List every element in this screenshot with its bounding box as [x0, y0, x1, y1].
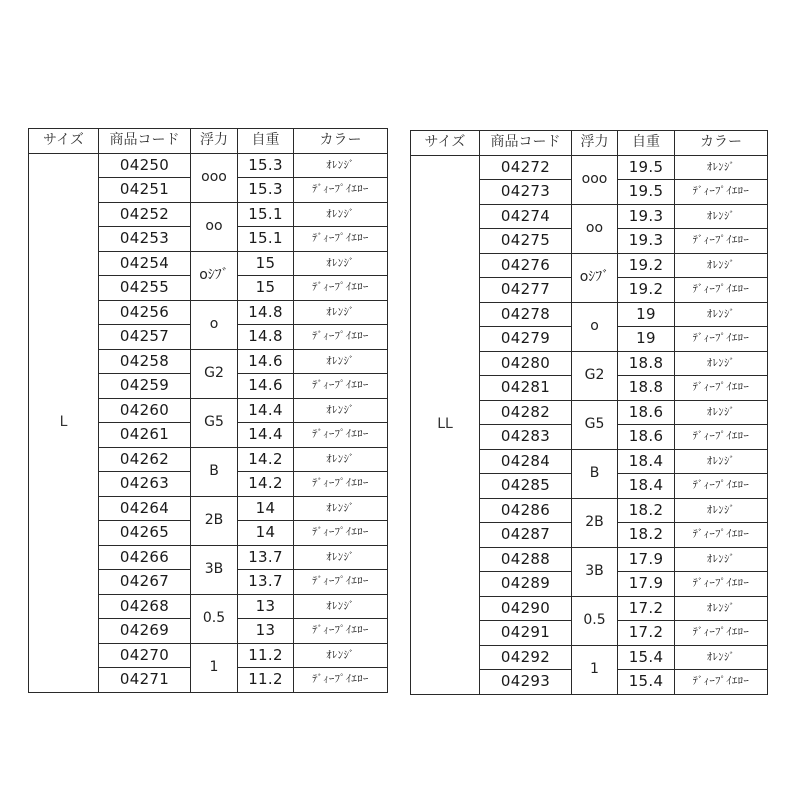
product-code-cell: 04257: [99, 325, 191, 350]
weight-cell: 14.8: [238, 325, 294, 350]
float-rating-cell: ooo: [572, 155, 618, 204]
weight-cell: 11.2: [238, 668, 294, 693]
size-cell: L: [29, 153, 99, 692]
float-rating-cell: 3B: [572, 547, 618, 596]
weight-cell: 13.7: [238, 545, 294, 570]
color-cell: ﾃﾞｨｰﾌﾟｲｴﾛｰ: [675, 425, 768, 450]
table-row: [411, 155, 768, 180]
header-size: サイズ: [411, 131, 480, 156]
float-rating-cell: G5: [191, 398, 238, 447]
weight-cell: 18.8: [618, 376, 675, 401]
color-cell: ｵﾚﾝｼﾞ: [675, 547, 768, 572]
product-code-cell: 04269: [99, 619, 191, 644]
weight-cell: 18.4: [618, 449, 675, 474]
color-cell: ﾃﾞｨｰﾌﾟｲｴﾛｰ: [675, 474, 768, 499]
float-rating-cell: G5: [572, 400, 618, 449]
weight-cell: 15.1: [238, 202, 294, 227]
product-code-cell: 04261: [99, 423, 191, 448]
product-code-cell: 04272: [480, 155, 572, 180]
color-cell: ｵﾚﾝｼﾞ: [294, 496, 388, 521]
weight-cell: 17.9: [618, 547, 675, 572]
color-cell: ｵﾚﾝｼﾞ: [294, 300, 388, 325]
product-code-cell: 04266: [99, 545, 191, 570]
weight-cell: 13: [238, 619, 294, 644]
header-float: 浮力: [572, 131, 618, 156]
color-cell: ﾃﾞｨｰﾌﾟｲｴﾛｰ: [294, 668, 388, 693]
product-code-cell: 04252: [99, 202, 191, 227]
weight-cell: 13.7: [238, 570, 294, 595]
float-rating-cell: ooo: [191, 153, 238, 202]
weight-cell: 15.4: [618, 670, 675, 695]
weight-cell: 15.1: [238, 227, 294, 252]
product-code-cell: 04250: [99, 153, 191, 178]
product-code-cell: 04265: [99, 521, 191, 546]
weight-cell: 18.2: [618, 523, 675, 548]
weight-cell: 17.2: [618, 596, 675, 621]
weight-cell: 18.2: [618, 498, 675, 523]
color-cell: ﾃﾞｨｰﾌﾟｲｴﾛｰ: [294, 178, 388, 203]
float-rating-cell: B: [572, 449, 618, 498]
weight-cell: 13: [238, 594, 294, 619]
color-cell: ｵﾚﾝｼﾞ: [294, 153, 388, 178]
weight-cell: 17.2: [618, 621, 675, 646]
float-rating-cell: 1: [191, 643, 238, 692]
color-cell: ｵﾚﾝｼﾞ: [675, 449, 768, 474]
weight-cell: 14.6: [238, 349, 294, 374]
header-color: カラー: [675, 131, 768, 156]
color-cell: ﾃﾞｨｰﾌﾟｲｴﾛｰ: [294, 374, 388, 399]
float-rating-cell: 2B: [572, 498, 618, 547]
product-code-cell: 04263: [99, 472, 191, 497]
weight-cell: 11.2: [238, 643, 294, 668]
color-cell: ﾃﾞｨｰﾌﾟｲｴﾛｰ: [675, 278, 768, 303]
color-cell: ｵﾚﾝｼﾞ: [675, 204, 768, 229]
float-rating-cell: 0.5: [572, 596, 618, 645]
color-cell: ｵﾚﾝｼﾞ: [294, 643, 388, 668]
product-code-cell: 04281: [480, 376, 572, 401]
color-cell: ｵﾚﾝｼﾞ: [675, 302, 768, 327]
weight-cell: 19.5: [618, 155, 675, 180]
weight-cell: 15: [238, 276, 294, 301]
product-code-cell: 04271: [99, 668, 191, 693]
color-cell: ｵﾚﾝｼﾞ: [675, 400, 768, 425]
header-code: 商品コード: [480, 131, 572, 156]
header-row: [411, 131, 768, 156]
product-code-cell: 04268: [99, 594, 191, 619]
product-code-cell: 04279: [480, 327, 572, 352]
float-rating-cell: 0.5: [191, 594, 238, 643]
product-code-cell: 04274: [480, 204, 572, 229]
product-code-cell: 04276: [480, 253, 572, 278]
product-code-cell: 04277: [480, 278, 572, 303]
weight-cell: 18.6: [618, 400, 675, 425]
weight-cell: 15: [238, 251, 294, 276]
color-cell: ﾃﾞｨｰﾌﾟｲｴﾛｰ: [675, 523, 768, 548]
float-rating-cell: oo: [572, 204, 618, 253]
weight-cell: 15.3: [238, 178, 294, 203]
weight-cell: 18.8: [618, 351, 675, 376]
float-rating-cell: oo: [191, 202, 238, 251]
weight-cell: 14.6: [238, 374, 294, 399]
float-rating-cell: o: [191, 300, 238, 349]
float-rating-cell: o: [572, 302, 618, 351]
header-weight: 自重: [238, 129, 294, 154]
product-code-cell: 04273: [480, 180, 572, 205]
float-rating-cell: B: [191, 447, 238, 496]
product-code-cell: 04287: [480, 523, 572, 548]
header-color: カラー: [294, 129, 388, 154]
color-cell: ﾃﾞｨｰﾌﾟｲｴﾛｰ: [675, 572, 768, 597]
header-code: 商品コード: [99, 129, 191, 154]
weight-cell: 19: [618, 302, 675, 327]
product-code-cell: 04282: [480, 400, 572, 425]
color-cell: ｵﾚﾝｼﾞ: [675, 253, 768, 278]
header-float: 浮力: [191, 129, 238, 154]
color-cell: ﾃﾞｨｰﾌﾟｲｴﾛｰ: [675, 180, 768, 205]
weight-cell: 19.2: [618, 278, 675, 303]
product-code-cell: 04291: [480, 621, 572, 646]
product-code-cell: 04284: [480, 449, 572, 474]
product-code-cell: 04283: [480, 425, 572, 450]
weight-cell: 19.3: [618, 204, 675, 229]
color-cell: ﾃﾞｨｰﾌﾟｲｴﾛｰ: [675, 621, 768, 646]
color-cell: ﾃﾞｨｰﾌﾟｲｴﾛｰ: [294, 570, 388, 595]
color-cell: ｵﾚﾝｼﾞ: [294, 594, 388, 619]
weight-cell: 14.8: [238, 300, 294, 325]
weight-cell: 19: [618, 327, 675, 352]
weight-cell: 14.2: [238, 472, 294, 497]
product-code-cell: 04285: [480, 474, 572, 499]
color-cell: ﾃﾞｨｰﾌﾟｲｴﾛｰ: [675, 327, 768, 352]
color-cell: ｵﾚﾝｼﾞ: [294, 202, 388, 227]
color-cell: ｵﾚﾝｼﾞ: [294, 545, 388, 570]
spec-table-size-l: [28, 128, 388, 693]
product-code-cell: 04259: [99, 374, 191, 399]
weight-cell: 14.4: [238, 423, 294, 448]
product-code-cell: 04267: [99, 570, 191, 595]
weight-cell: 15.4: [618, 645, 675, 670]
header-row: [29, 129, 388, 154]
product-code-cell: 04288: [480, 547, 572, 572]
float-rating-cell: oｼﾌﾞ: [191, 251, 238, 300]
weight-cell: 17.9: [618, 572, 675, 597]
product-code-cell: 04278: [480, 302, 572, 327]
color-cell: ｵﾚﾝｼﾞ: [675, 645, 768, 670]
color-cell: ｵﾚﾝｼﾞ: [294, 349, 388, 374]
product-code-cell: 04280: [480, 351, 572, 376]
product-code-cell: 04255: [99, 276, 191, 301]
spec-table-size-ll: [410, 130, 768, 695]
weight-cell: 14.2: [238, 447, 294, 472]
float-rating-cell: 2B: [191, 496, 238, 545]
float-rating-cell: G2: [191, 349, 238, 398]
header-weight: 自重: [618, 131, 675, 156]
weight-cell: 19.3: [618, 229, 675, 254]
color-cell: ﾃﾞｨｰﾌﾟｲｴﾛｰ: [294, 521, 388, 546]
float-rating-cell: 3B: [191, 545, 238, 594]
product-code-cell: 04256: [99, 300, 191, 325]
color-cell: ﾃﾞｨｰﾌﾟｲｴﾛｰ: [294, 227, 388, 252]
table-row: [29, 153, 388, 178]
color-cell: ｵﾚﾝｼﾞ: [294, 447, 388, 472]
color-cell: ﾃﾞｨｰﾌﾟｲｴﾛｰ: [294, 325, 388, 350]
product-code-cell: 04292: [480, 645, 572, 670]
color-cell: ｵﾚﾝｼﾞ: [675, 155, 768, 180]
weight-cell: 14: [238, 521, 294, 546]
float-rating-cell: G2: [572, 351, 618, 400]
product-code-cell: 04262: [99, 447, 191, 472]
weight-cell: 18.6: [618, 425, 675, 450]
product-code-cell: 04264: [99, 496, 191, 521]
size-cell: LL: [411, 155, 480, 694]
color-cell: ﾃﾞｨｰﾌﾟｲｴﾛｰ: [675, 376, 768, 401]
product-code-cell: 04286: [480, 498, 572, 523]
weight-cell: 14.4: [238, 398, 294, 423]
color-cell: ｵﾚﾝｼﾞ: [675, 351, 768, 376]
weight-cell: 14: [238, 496, 294, 521]
header-size: サイズ: [29, 129, 99, 154]
color-cell: ﾃﾞｨｰﾌﾟｲｴﾛｰ: [294, 276, 388, 301]
color-cell: ｵﾚﾝｼﾞ: [675, 498, 768, 523]
product-code-cell: 04290: [480, 596, 572, 621]
float-rating-cell: oｼﾌﾞ: [572, 253, 618, 302]
product-code-cell: 04270: [99, 643, 191, 668]
product-code-cell: 04289: [480, 572, 572, 597]
weight-cell: 18.4: [618, 474, 675, 499]
product-code-cell: 04254: [99, 251, 191, 276]
product-code-cell: 04260: [99, 398, 191, 423]
color-cell: ﾃﾞｨｰﾌﾟｲｴﾛｰ: [294, 619, 388, 644]
product-code-cell: 04253: [99, 227, 191, 252]
color-cell: ｵﾚﾝｼﾞ: [294, 398, 388, 423]
product-code-cell: 04275: [480, 229, 572, 254]
product-code-cell: 04293: [480, 670, 572, 695]
color-cell: ﾃﾞｨｰﾌﾟｲｴﾛｰ: [294, 423, 388, 448]
color-cell: ｵﾚﾝｼﾞ: [294, 251, 388, 276]
weight-cell: 19.5: [618, 180, 675, 205]
weight-cell: 15.3: [238, 153, 294, 178]
color-cell: ﾃﾞｨｰﾌﾟｲｴﾛｰ: [675, 670, 768, 695]
product-code-cell: 04251: [99, 178, 191, 203]
product-code-cell: 04258: [99, 349, 191, 374]
color-cell: ﾃﾞｨｰﾌﾟｲｴﾛｰ: [675, 229, 768, 254]
float-rating-cell: 1: [572, 645, 618, 694]
weight-cell: 19.2: [618, 253, 675, 278]
color-cell: ﾃﾞｨｰﾌﾟｲｴﾛｰ: [294, 472, 388, 497]
color-cell: ｵﾚﾝｼﾞ: [675, 596, 768, 621]
